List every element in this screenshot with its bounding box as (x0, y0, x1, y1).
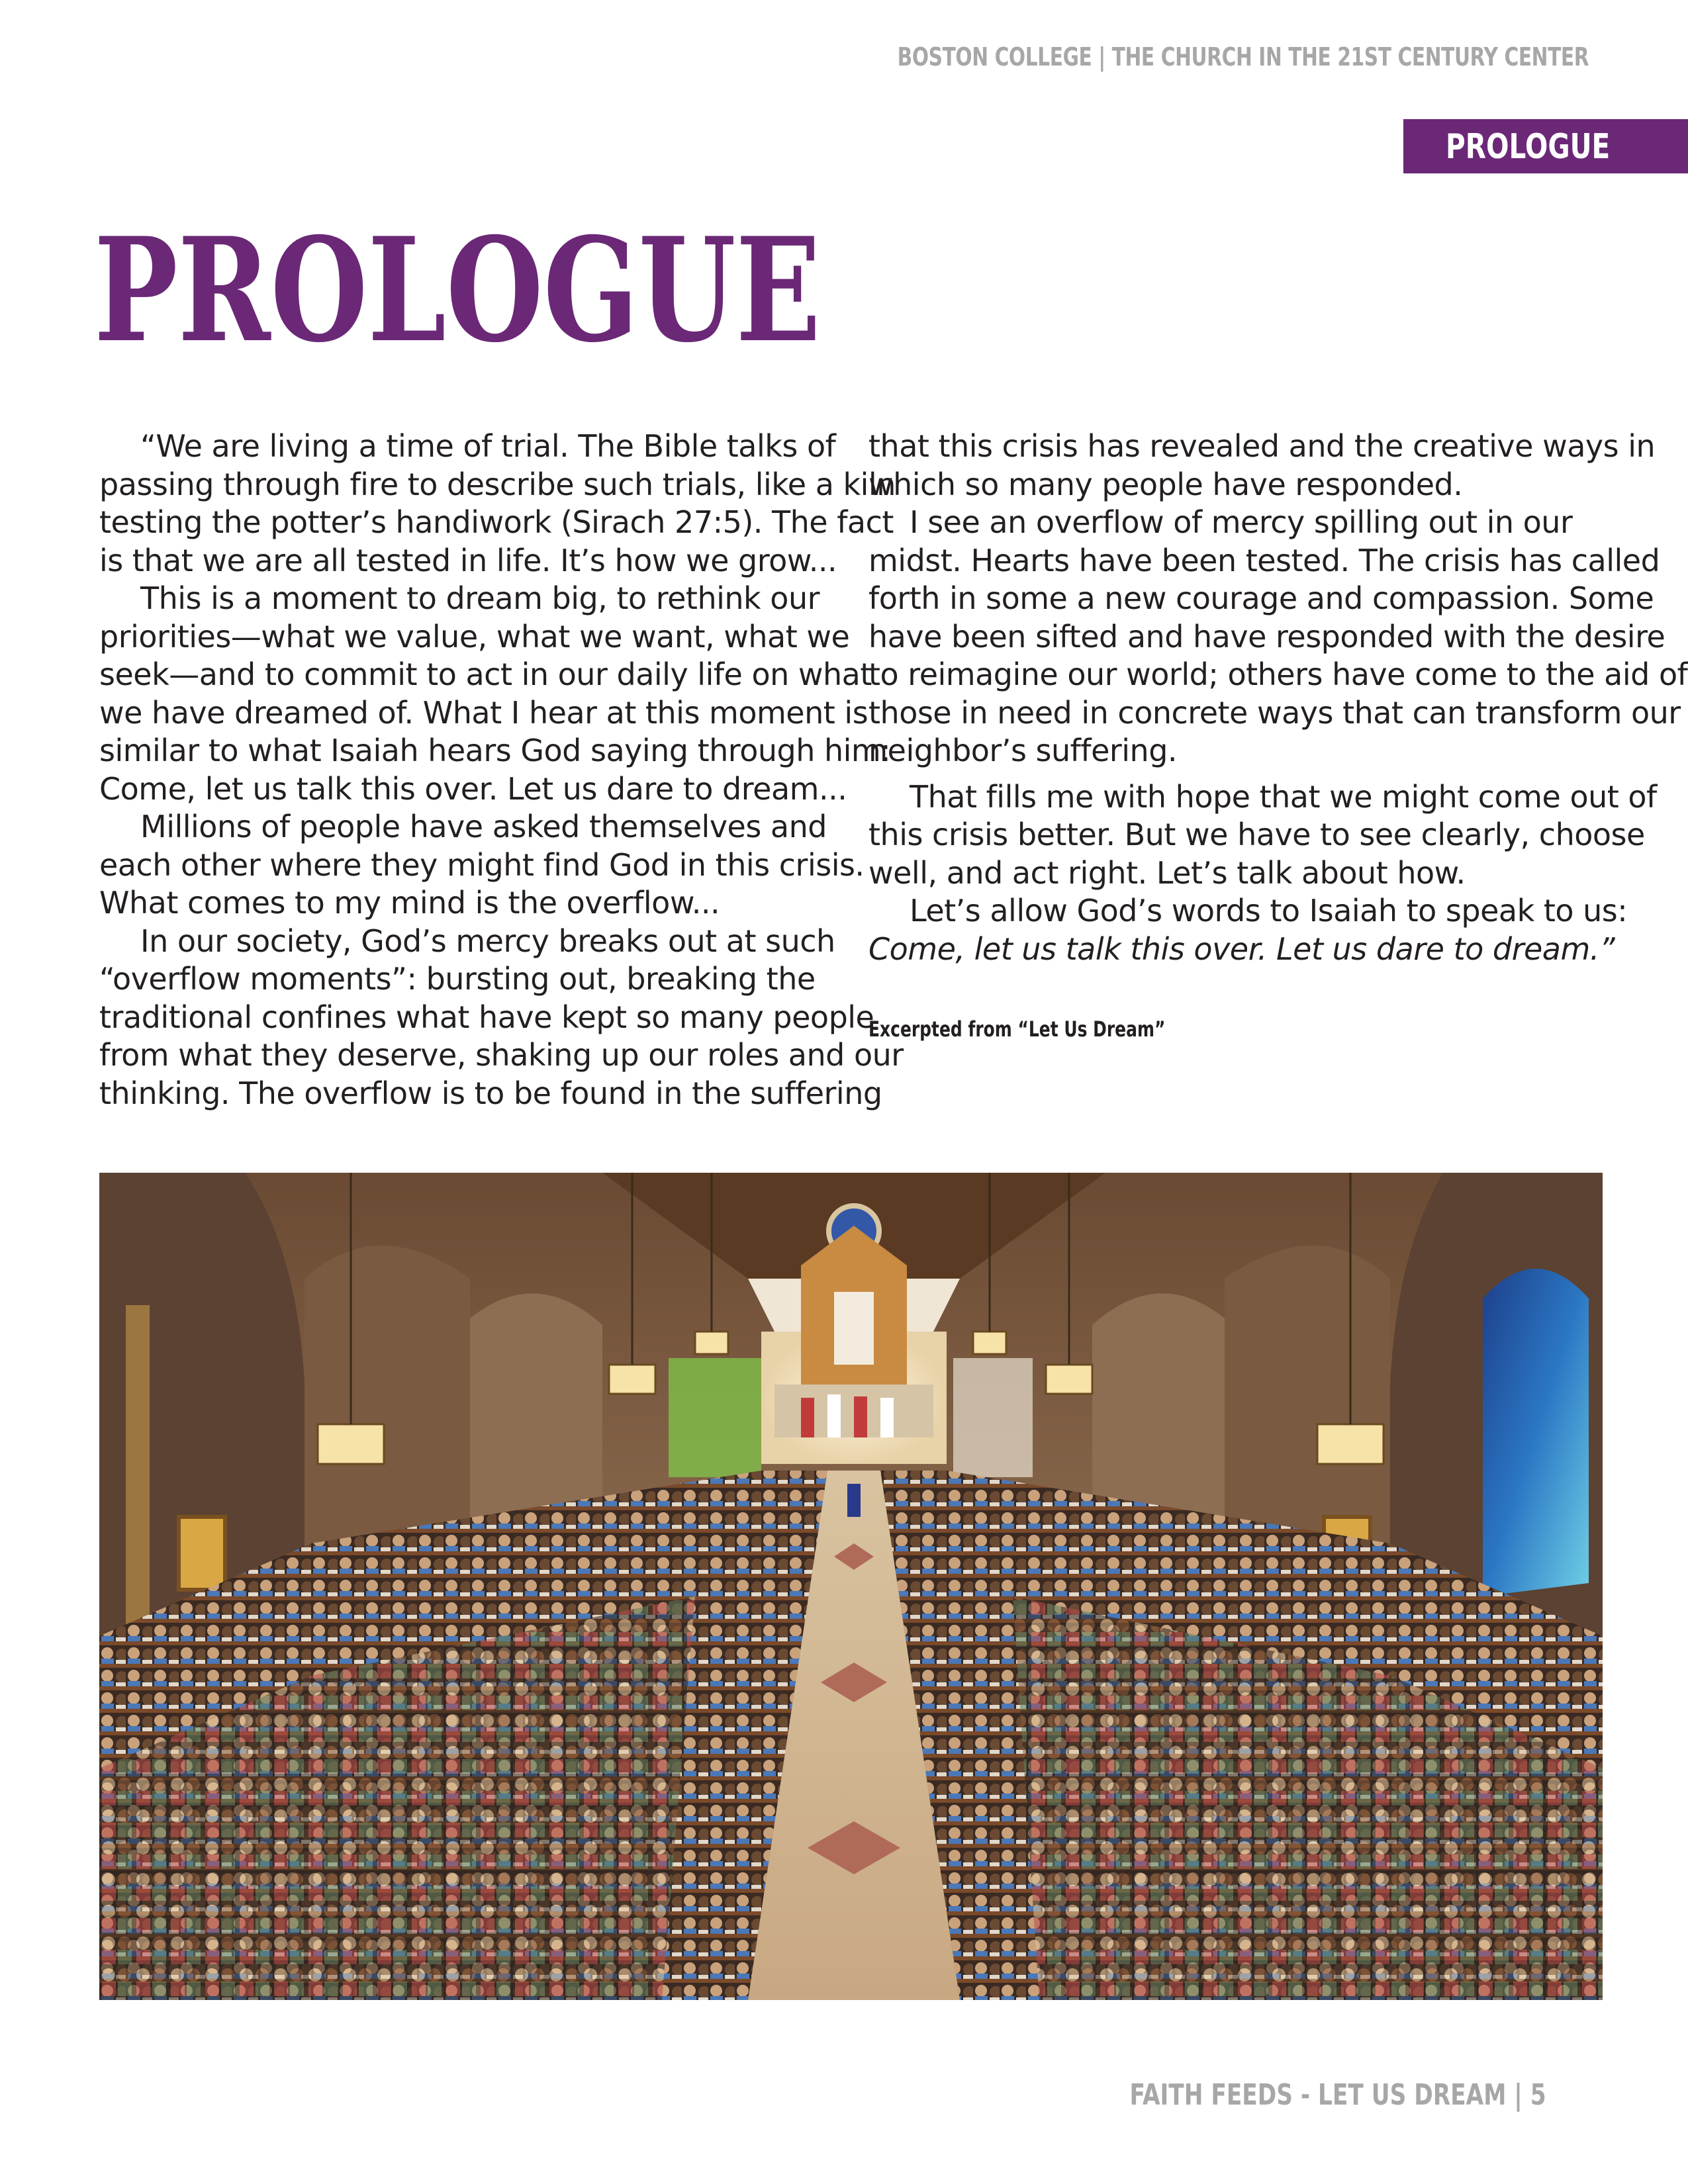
body-line: Come, let us talk this over. Let us dare to dream... (99, 770, 847, 807)
body-line: traditional confines what have kept so many people (99, 999, 874, 1035)
church-interior-photo (99, 1173, 1603, 2000)
body-line: thinking. The overflow is to be found in the suffering (99, 1075, 882, 1111)
body-line: those in need in concrete ways that can transform our (868, 694, 1681, 731)
church-interior-illustration (99, 1173, 1603, 2000)
section-tab-label: PROLOGUE (1446, 127, 1611, 167)
body-column-right (868, 428, 1688, 968)
body-line: that this crisis has revealed and the creative ways in (868, 428, 1656, 464)
body-line: Millions of people have asked themselves and (140, 809, 827, 844)
body-line: I see an overflow of mercy spilling out in our (910, 504, 1573, 540)
body-line: “We are living a time of trial. The Bible talks of (140, 428, 836, 464)
section-tab (1403, 119, 1688, 173)
body-line: to reimagine our world; others have come to the aid of (868, 657, 1688, 692)
body-line: priorities—what we value, what we want, what we (99, 618, 850, 655)
quote-closing-line: Come, let us talk this over. Let us dare to dream.” (868, 931, 1615, 967)
body-line: this crisis better. But we have to see clearly, choose (868, 817, 1645, 852)
body-line: What comes to my mind is the overflow... (99, 885, 720, 921)
body-line: is that we are all tested in life. It’s how we grow... (99, 542, 837, 578)
body-line: well, and act right. Let’s talk about how. (868, 854, 1466, 891)
body-line: That fills me with hope that we might come out of (910, 778, 1657, 815)
page-title: PROLOGUE (94, 206, 821, 374)
running-header: BOSTON COLLEGE | THE CHURCH IN THE 21ST CENTURY CENTER (897, 42, 1589, 71)
body-line: from what they deserve, shaking up our roles and our (99, 1037, 904, 1073)
attribution: Excerpted from “Let Us Dream” (868, 1017, 1166, 1042)
body-line: we have dreamed of. What I hear at this moment is (99, 694, 868, 731)
body-line: Let’s allow God’s words to Isaiah to speak to us: (910, 893, 1628, 929)
page-footer: FAITH FEEDS - LET US DREAM | 5 (1129, 2078, 1546, 2112)
body-line: midst. Hearts have been tested. The crisis has called (868, 542, 1660, 578)
body-line: neighbor’s suffering. (868, 733, 1178, 768)
body-line: This is a moment to dream big, to rethink our (140, 580, 820, 616)
body-line: each other where they might find God in this crisis. (99, 846, 865, 883)
body-column-left (99, 428, 904, 1113)
body-line: similar to what Isaiah hears God saying through him: (99, 733, 891, 768)
body-line: “overflow moments”: bursting out, breaking the (99, 961, 816, 997)
body-line: seek—and to commit to act in our daily life on what (99, 657, 872, 692)
body-line: have been sifted and have responded with the desire (868, 618, 1665, 655)
body-line: passing through fire to describe such trials, like a kiln (99, 466, 896, 502)
body-line: forth in some a new courage and compassion. Some (868, 580, 1654, 616)
body-line: which so many people have responded. (868, 466, 1463, 502)
body-line: testing the potter’s handiwork (Sirach 27:5). The fact (99, 504, 894, 540)
body-line-italic (868, 931, 1615, 969)
body-line: In our society, God’s mercy breaks out at such (140, 923, 835, 959)
